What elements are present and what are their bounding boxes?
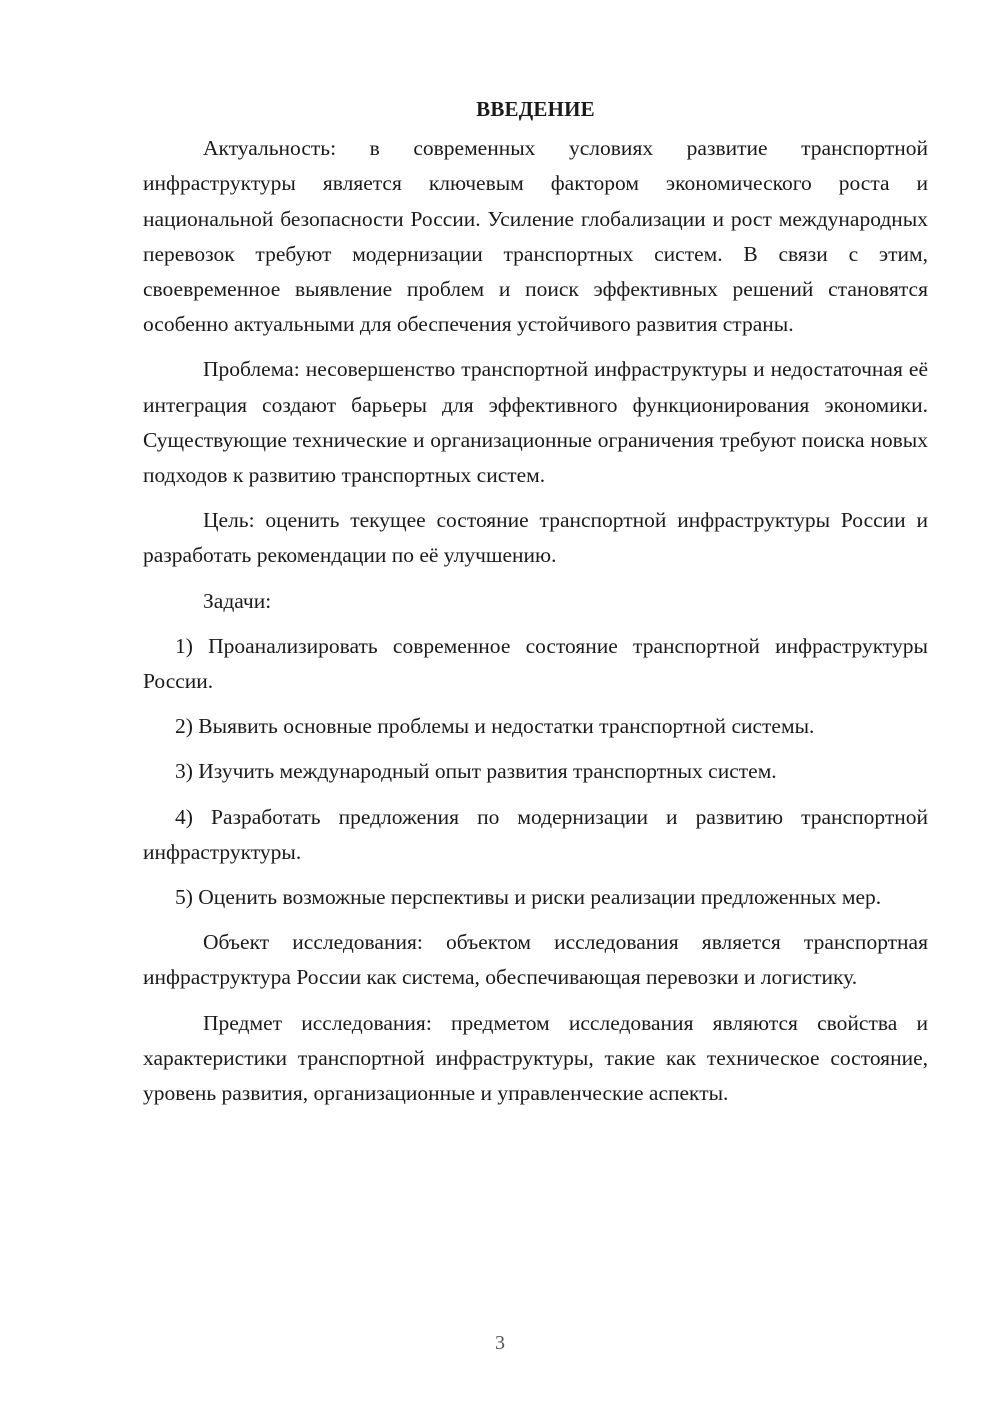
page-title: ВВЕДЕНИЕ bbox=[476, 97, 595, 121]
task-item-5: 5) Оценить возможные перспективы и риски реализации предложенных мер. bbox=[175, 885, 882, 910]
subject-paragraph: Предмет исследования: предметом исследования являются свойства и характеристики транспортной инфраструктуры, такие как техническое состояние, уровень развития, организационные и управленческие аспекты. bbox=[143, 1010, 928, 1106]
task-item-2: 2) Выявить основные проблемы и недостатки транспортной системы. bbox=[175, 714, 815, 739]
page-number: 3 bbox=[495, 1332, 505, 1354]
tasks-heading: Задачи: bbox=[203, 588, 272, 613]
object-paragraph: Объект исследования: объектом исследования является транспортная инфраструктура России как система, обеспечивающая перевозки и логистику. bbox=[143, 930, 928, 990]
task-item-3: 3) Изучить международный опыт развития транспортных систем. bbox=[175, 759, 777, 784]
task-item-4: 4) Разработать предложения по модернизации и развитию транспортной инфраструктуры. bbox=[143, 804, 928, 864]
goal-paragraph: Цель: оценить текущее состояние транспортной инфраструктуры России и разработать рекомендации по её улучшению. bbox=[143, 508, 928, 568]
tasks-list bbox=[143, 629, 928, 915]
problem-paragraph: Проблема: несовершенство транспортной инфраструктуры и недостаточная её интеграция создают барьеры для эффективного функционирования экономики. Существующие технические и организационные ограничения требуют поиска новых подходов к развитию транспортных систем. bbox=[143, 357, 928, 488]
relevance-paragraph: Актуальность: в современных условиях развитие транспортной инфраструктуры является ключевым фактором экономического роста и национальной безопасности России. Усиление глобализации и рост международных перевозок требуют модернизации транспортных систем. В связи с этим, своевременное выявление проблем и поиск эффективных решений становятся особенно актуальными для обеспечения устойчивого развития страны. bbox=[143, 136, 928, 337]
task-item-1: 1) Проанализировать современное состояние транспортной инфраструктуры России. bbox=[143, 633, 928, 694]
document-page bbox=[143, 92, 928, 1121]
